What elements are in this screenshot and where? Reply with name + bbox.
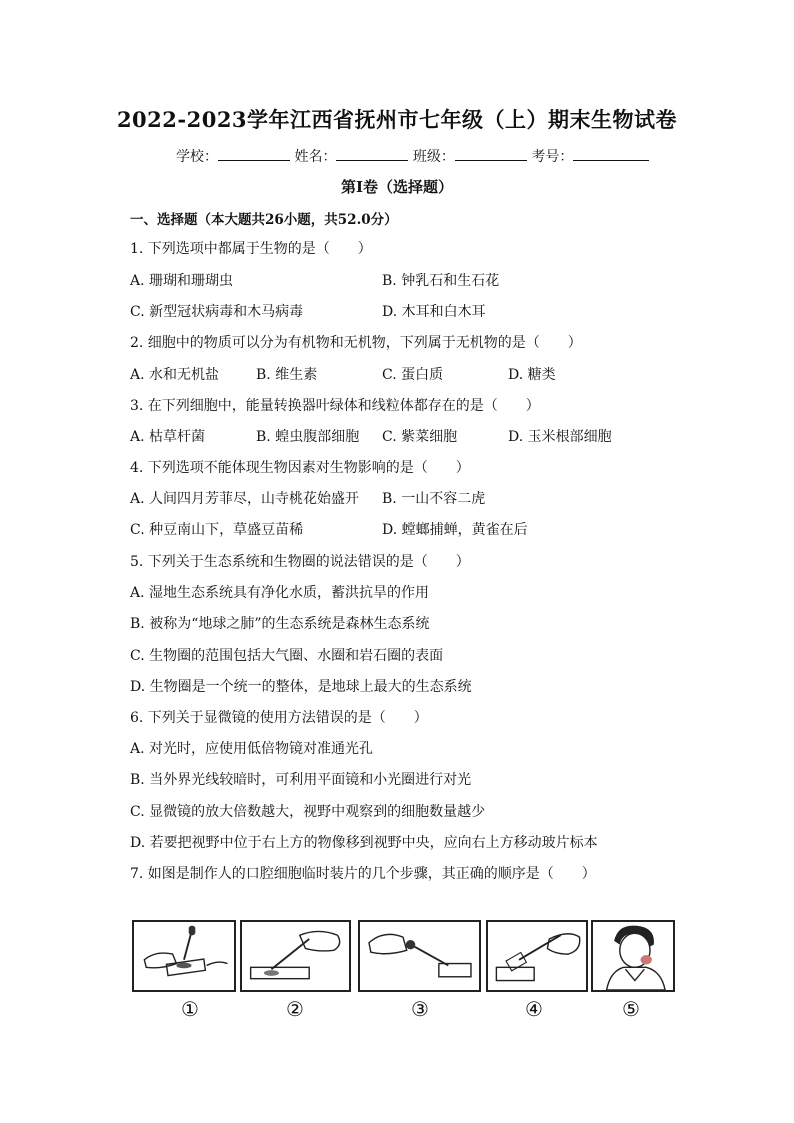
figure-label-2: ② — [286, 997, 304, 1021]
question-6-stem: 6. 下列关于显微镜的使用方法错误的是（ ） — [130, 710, 428, 726]
q6-option-d: D. 若要把视野中位于右上方的物像移到视野中央，应向右上方移动玻片标本 — [130, 835, 598, 851]
q5-option-a: A. 湿地生态系统具有净化水质，蓄洪抗旱的作用 — [130, 585, 430, 601]
class-label: 班级： — [412, 149, 455, 165]
class-blank — [455, 148, 527, 161]
question-2-stem: 2. 细胞中的物质可以分为有机物和无机物，下列属于无机物的是（ ） — [130, 335, 582, 351]
step-3-drop-water-illustration — [358, 920, 481, 992]
q1-option-a: A. 珊瑚和珊瑚虫 — [130, 273, 234, 289]
figure-label-1: ① — [181, 997, 199, 1021]
school-label: 学校： — [176, 149, 218, 165]
figure-label-3: ③ — [411, 997, 429, 1021]
question-4-stem: 4. 下列选项不能体现生物因素对生物影响的是（ ） — [130, 460, 470, 476]
q6-option-b: B. 当外界光线较暗时，可利用平面镜和小光圈进行对光 — [130, 772, 472, 788]
q4-option-a: A. 人间四月芳菲尽，山寺桃花始盛开 — [130, 491, 360, 507]
step-4-cover-slip-illustration — [486, 920, 588, 992]
q5-option-d: D. 生物圈是一个统一的整体，是地球上最大的生态系统 — [130, 679, 472, 695]
q2-option-d: D. 糖类 — [508, 367, 556, 383]
q3-option-a: A. 枯草杆菌 — [130, 429, 206, 445]
name-label: 姓名： — [294, 149, 337, 165]
q4-option-d: D. 螳螂捕蝉，黄雀在后 — [382, 522, 528, 538]
q1-option-d: D. 木耳和白木耳 — [382, 304, 486, 320]
q1-option-c: C. 新型冠状病毒和木马病毒 — [130, 304, 304, 320]
figure-label-4: ④ — [525, 997, 543, 1021]
name-blank — [336, 148, 408, 161]
question-3-stem: 3. 在下列细胞中，能量转换器叶绿体和线粒体都存在的是（ ） — [130, 398, 540, 414]
exam-no-blank — [573, 148, 649, 161]
page-title: 2022-2023学年江西省抚州市七年级（上）期末生物试卷 — [116, 107, 678, 132]
q6-option-c: C. 显微镜的放大倍数越大，视野中观察到的细胞数量越少 — [130, 804, 486, 820]
q5-option-c: C. 生物圈的范围包括大气圈、水圈和岩石圈的表面 — [130, 648, 444, 664]
question-1-stem: 1. 下列选项中都属于生物的是（ ） — [130, 241, 372, 257]
q4-option-b: B. 一山不容二虎 — [382, 491, 486, 507]
q3-option-d: D. 玉米根部细胞 — [508, 429, 612, 445]
q2-option-c: C. 蛋白质 — [382, 367, 444, 383]
q3-option-c: C. 紫菜细胞 — [382, 429, 458, 445]
step-5-gargle-person-illustration — [591, 920, 675, 992]
question-5-stem: 5. 下列关于生态系统和生物圈的说法错误的是（ ） — [130, 554, 470, 570]
q4-option-c: C. 种豆南山下，草盛豆苗稀 — [130, 522, 304, 538]
school-blank — [218, 148, 290, 161]
volume-heading: 第I卷（选择题） — [340, 178, 454, 196]
exam-no-label: 考号： — [531, 149, 574, 165]
question-7-stem: 7. 如图是制作人的口腔细胞临时装片的几个步骤，其正确的顺序是（ ） — [130, 866, 596, 882]
q5-option-b: B. 被称为“地球之肺”的生态系统是森林生态系统 — [130, 616, 430, 632]
q3-option-b: B. 蝗虫腹部细胞 — [256, 429, 360, 445]
student-info-line — [176, 146, 649, 166]
section-heading: 一、选择题（本大题共26小题，共52.0分） — [130, 212, 398, 228]
figure-label-5: ⑤ — [622, 997, 640, 1021]
q6-option-a: A. 对光时，应使用低倍物镜对准通光孔 — [130, 741, 374, 757]
q2-option-b: B. 维生素 — [256, 367, 318, 383]
q1-option-b: B. 钟乳石和生石花 — [382, 273, 500, 289]
step-1-dropper-illustration — [132, 920, 236, 992]
step-2-smear-illustration — [240, 920, 351, 992]
q2-option-a: A. 水和无机盐 — [130, 367, 220, 383]
